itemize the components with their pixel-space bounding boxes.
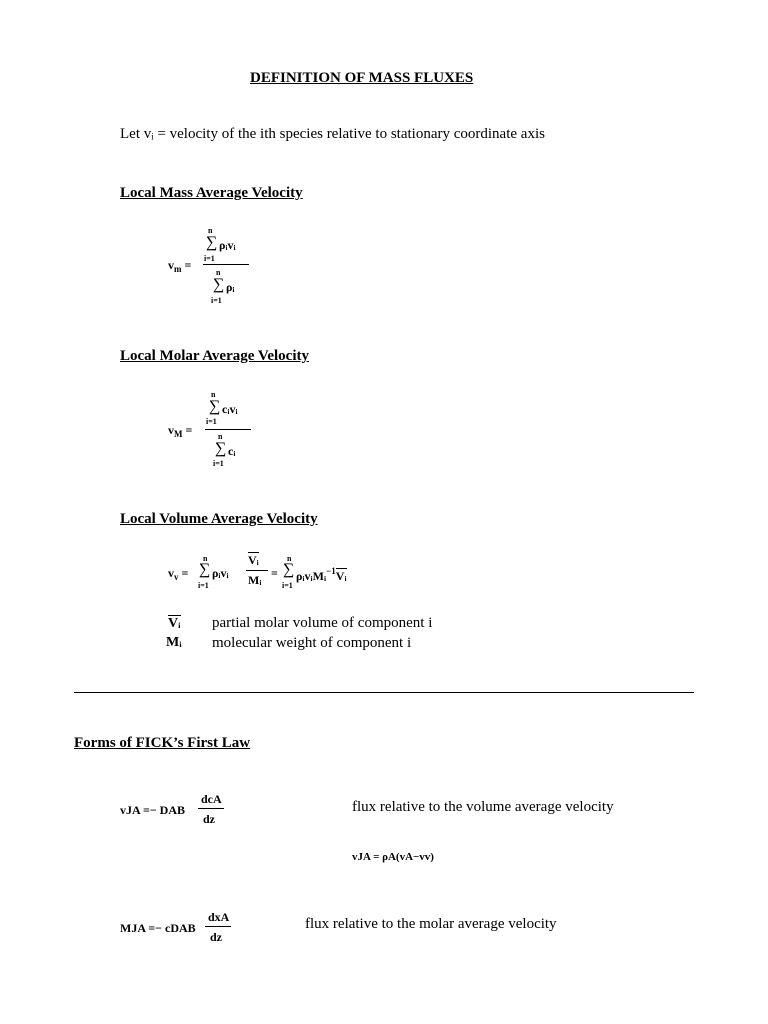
volume-sum1-lower: i=1 xyxy=(198,581,209,590)
volume-term2: ρᵢvᵢMᵢ xyxy=(296,569,327,583)
mass-lhs-sub: m xyxy=(174,264,182,274)
molar-den-upper: n xyxy=(218,432,223,441)
volume-sum2-upper: n xyxy=(287,554,292,563)
molar-num-term: cᵢvᵢ xyxy=(222,402,238,416)
heading-fick: Forms of FICK’s First Law xyxy=(74,735,251,751)
heading-mass-average: Local Mass Average Velocity xyxy=(120,185,303,201)
volume-fraction-line xyxy=(246,570,268,571)
mass-eq: = xyxy=(184,258,192,272)
molar-den-term: cᵢ xyxy=(228,444,236,458)
volume-term2-end: Vᵢ xyxy=(335,569,347,583)
molar-num-lower: i=1 xyxy=(206,417,217,426)
molar-eq: = xyxy=(185,423,193,437)
molar-num-sigma: ∑ xyxy=(209,398,221,415)
mass-num-term: ρᵢvᵢ xyxy=(219,238,236,252)
fick-eq1-desc: flux relative to the volume average velocity xyxy=(352,799,614,815)
molar-den-lower: i=1 xyxy=(213,459,224,468)
def-symbol-vbar: Vᵢ xyxy=(168,616,181,631)
molar-den-sigma: ∑ xyxy=(215,440,227,457)
intro-line: Let vᵢ = velocity of the ith species relative to stationary coordinate axis xyxy=(120,126,545,142)
fick-eq2-fraction-line xyxy=(205,926,231,927)
fick-eq1-num: dcA xyxy=(201,792,222,806)
volume-sum2-lower: i=1 xyxy=(282,581,293,590)
fick-eq1b: vJA = ρA(vA−vv) xyxy=(352,851,434,863)
volume-sum1-sigma: ∑ xyxy=(199,561,211,578)
fick-eq2-den: dz xyxy=(210,930,222,944)
heading-volume-average: Local Volume Average Velocity xyxy=(120,511,318,527)
mass-num-sigma: ∑ xyxy=(206,234,218,251)
page-title: DEFINITION OF MASS FLUXES xyxy=(250,70,474,86)
mass-num-lower: i=1 xyxy=(204,254,215,263)
def-symbol-m: Mᵢ xyxy=(166,635,182,650)
def-text-molecular-weight: molecular weight of component i xyxy=(212,635,412,651)
molar-fraction-line xyxy=(205,429,251,430)
heading-molar-average: Local Molar Average Velocity xyxy=(120,348,309,364)
fick-eq2-num: dxA xyxy=(208,910,230,924)
def-text-partial-molar-volume: partial molar volume of component i xyxy=(212,615,433,631)
fick-eq2-left: MJA =− cDAB xyxy=(120,921,196,935)
fick-eq1-den: dz xyxy=(203,812,215,826)
mass-den-sigma: ∑ xyxy=(213,276,225,293)
mass-den-upper: n xyxy=(216,268,221,277)
molar-lhs-sub: M xyxy=(174,429,183,439)
volume-sum2-sigma: ∑ xyxy=(283,561,295,578)
volume-eq1: = xyxy=(181,566,189,580)
volume-eq2: = xyxy=(271,566,278,580)
mass-num-upper: n xyxy=(208,226,213,235)
molar-lhs: v xyxy=(168,423,174,437)
fick-eq1-left: vJA =− DAB xyxy=(120,803,186,817)
volume-lhs: v xyxy=(168,566,174,580)
volume-sum1-upper: n xyxy=(203,554,208,563)
fick-eq2-desc: flux relative to the molar average velocity xyxy=(305,916,557,932)
molar-num-upper: n xyxy=(211,390,216,399)
volume-term1: ρᵢvᵢ xyxy=(212,566,229,580)
volume-frac-den: Mᵢ xyxy=(248,573,262,587)
volume-frac-num: Vᵢ xyxy=(248,553,259,567)
section-divider xyxy=(74,692,694,693)
fick-eq1-fraction-line xyxy=(198,808,224,809)
mass-den-term: ρᵢ xyxy=(226,280,235,294)
volume-exp: −1 xyxy=(326,566,336,576)
volume-lhs-sub: v xyxy=(174,572,179,582)
mass-lhs: v xyxy=(168,258,174,272)
mass-den-lower: i=1 xyxy=(211,296,222,305)
mass-fraction-line xyxy=(203,264,249,265)
